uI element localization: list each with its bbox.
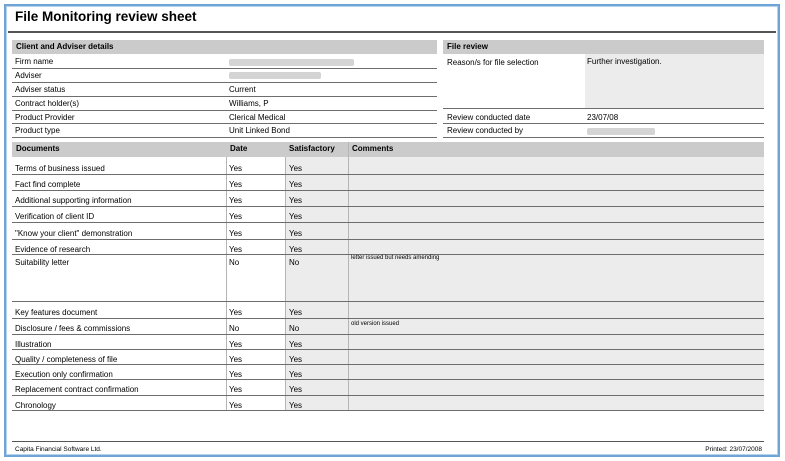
date-col-header: Date xyxy=(230,144,248,153)
document-satisfactory: Yes xyxy=(289,401,303,410)
document-name: Fact find complete xyxy=(15,180,81,189)
reason-label: Reason/s for file selection xyxy=(447,58,539,67)
document-date: Yes xyxy=(229,196,243,205)
comments-col-header: Comments xyxy=(352,144,394,153)
document-date: No xyxy=(229,324,240,333)
document-satisfactory: Yes xyxy=(289,355,303,364)
document-date: Yes xyxy=(229,180,243,189)
row-divider xyxy=(12,110,437,111)
document-name: Execution only confirmation xyxy=(15,370,113,379)
document-date: Yes xyxy=(229,212,243,221)
product-type-label: Product type xyxy=(15,126,60,135)
row-divider xyxy=(12,239,764,240)
row-divider xyxy=(12,190,764,191)
column-divider xyxy=(285,157,286,410)
document-name: "Know your client" demonstration xyxy=(15,229,133,238)
document-satisfactory: Yes xyxy=(289,385,303,394)
document-date: Yes xyxy=(229,308,243,317)
reason-value: Further investigation. xyxy=(587,57,662,66)
row-divider xyxy=(12,222,764,223)
document-satisfactory: No xyxy=(289,324,300,333)
document-date: Yes xyxy=(229,245,243,254)
product-type-value: Unit Linked Bond xyxy=(229,126,290,135)
document-name: Disclosure / fees & commissions xyxy=(15,324,131,333)
document-satisfactory: No xyxy=(289,258,300,267)
column-divider xyxy=(348,142,349,410)
document-date: Yes xyxy=(229,164,243,173)
row-divider xyxy=(12,123,437,124)
document-date: No xyxy=(229,258,240,267)
adviser-status-label: Adviser status xyxy=(15,85,66,94)
product-provider-value: Clerical Medical xyxy=(229,113,286,122)
row-divider xyxy=(12,174,764,175)
row-divider xyxy=(12,410,764,411)
document-date: Yes xyxy=(229,340,243,349)
adviser-label: Adviser xyxy=(15,71,42,80)
document-satisfactory: Yes xyxy=(289,196,303,205)
document-satisfactory: Yes xyxy=(289,340,303,349)
document-date: Yes xyxy=(229,401,243,410)
page-title: File Monitoring review sheet xyxy=(15,9,197,24)
footer-company: Capita Financial Software Ltd. xyxy=(15,446,102,453)
document-satisfactory: Yes xyxy=(289,164,303,173)
document-name: Verification of client ID xyxy=(15,212,95,221)
document-satisfactory: Yes xyxy=(289,370,303,379)
row-divider xyxy=(12,364,764,365)
document-date: Yes xyxy=(229,229,243,238)
document-date: Yes xyxy=(229,355,243,364)
adviser-redacted xyxy=(229,72,321,79)
column-divider xyxy=(226,157,227,410)
row-divider xyxy=(12,349,764,350)
document-name: Evidence of research xyxy=(15,245,91,254)
document-date: Yes xyxy=(229,385,243,394)
row-divider xyxy=(443,137,764,138)
document-name: Terms of business issued xyxy=(15,164,105,173)
review-date-label: Review conducted date xyxy=(447,113,531,122)
row-divider xyxy=(443,108,764,109)
row-divider xyxy=(12,395,764,396)
row-divider xyxy=(12,82,437,83)
document-comment: letter issued but needs amending xyxy=(351,255,440,261)
row-divider xyxy=(12,206,764,207)
document-satisfactory: Yes xyxy=(289,245,303,254)
document-satisfactory: Yes xyxy=(289,180,303,189)
document-name: Illustration xyxy=(15,340,52,349)
footer-divider xyxy=(12,441,764,442)
document-name: Chronology xyxy=(15,401,56,410)
document-name: Quality / completeness of file xyxy=(15,355,118,364)
contract-holder-label: Contract holder(s) xyxy=(15,99,80,108)
firm-name-label: Firm name xyxy=(15,57,54,66)
firm-name-redacted xyxy=(229,59,354,66)
product-provider-label: Product Provider xyxy=(15,113,75,122)
comments-column-shade xyxy=(348,157,764,410)
document-satisfactory: Yes xyxy=(289,229,303,238)
document-comment: old version issued xyxy=(351,321,400,327)
row-divider xyxy=(12,301,764,302)
contract-holder-value: Williams, P xyxy=(229,99,269,108)
satisfactory-col-header: Satisfactory xyxy=(289,144,335,153)
document-name: Suitability letter xyxy=(15,258,70,267)
adviser-status-value: Current xyxy=(229,85,256,94)
documents-col-header: Documents xyxy=(16,144,60,153)
document-satisfactory: Yes xyxy=(289,308,303,317)
row-divider xyxy=(12,379,764,380)
file-review-header: File review xyxy=(443,40,764,54)
document-name: Additional supporting information xyxy=(15,196,132,205)
row-divider xyxy=(12,68,437,69)
review-date-value: 23/07/08 xyxy=(587,113,619,122)
footer-printed: Printed: 23/07/2008 xyxy=(705,446,762,453)
document-name: Key features document xyxy=(15,308,98,317)
title-divider xyxy=(8,31,776,33)
row-divider xyxy=(12,334,764,335)
review-by-redacted xyxy=(587,128,655,135)
client-adviser-header: Client and Adviser details xyxy=(12,40,437,54)
row-divider xyxy=(12,137,437,138)
review-by-label: Review conducted by xyxy=(447,126,524,135)
document-date: Yes xyxy=(229,370,243,379)
document-name: Replacement contract confirmation xyxy=(15,385,139,394)
document-satisfactory: Yes xyxy=(289,212,303,221)
